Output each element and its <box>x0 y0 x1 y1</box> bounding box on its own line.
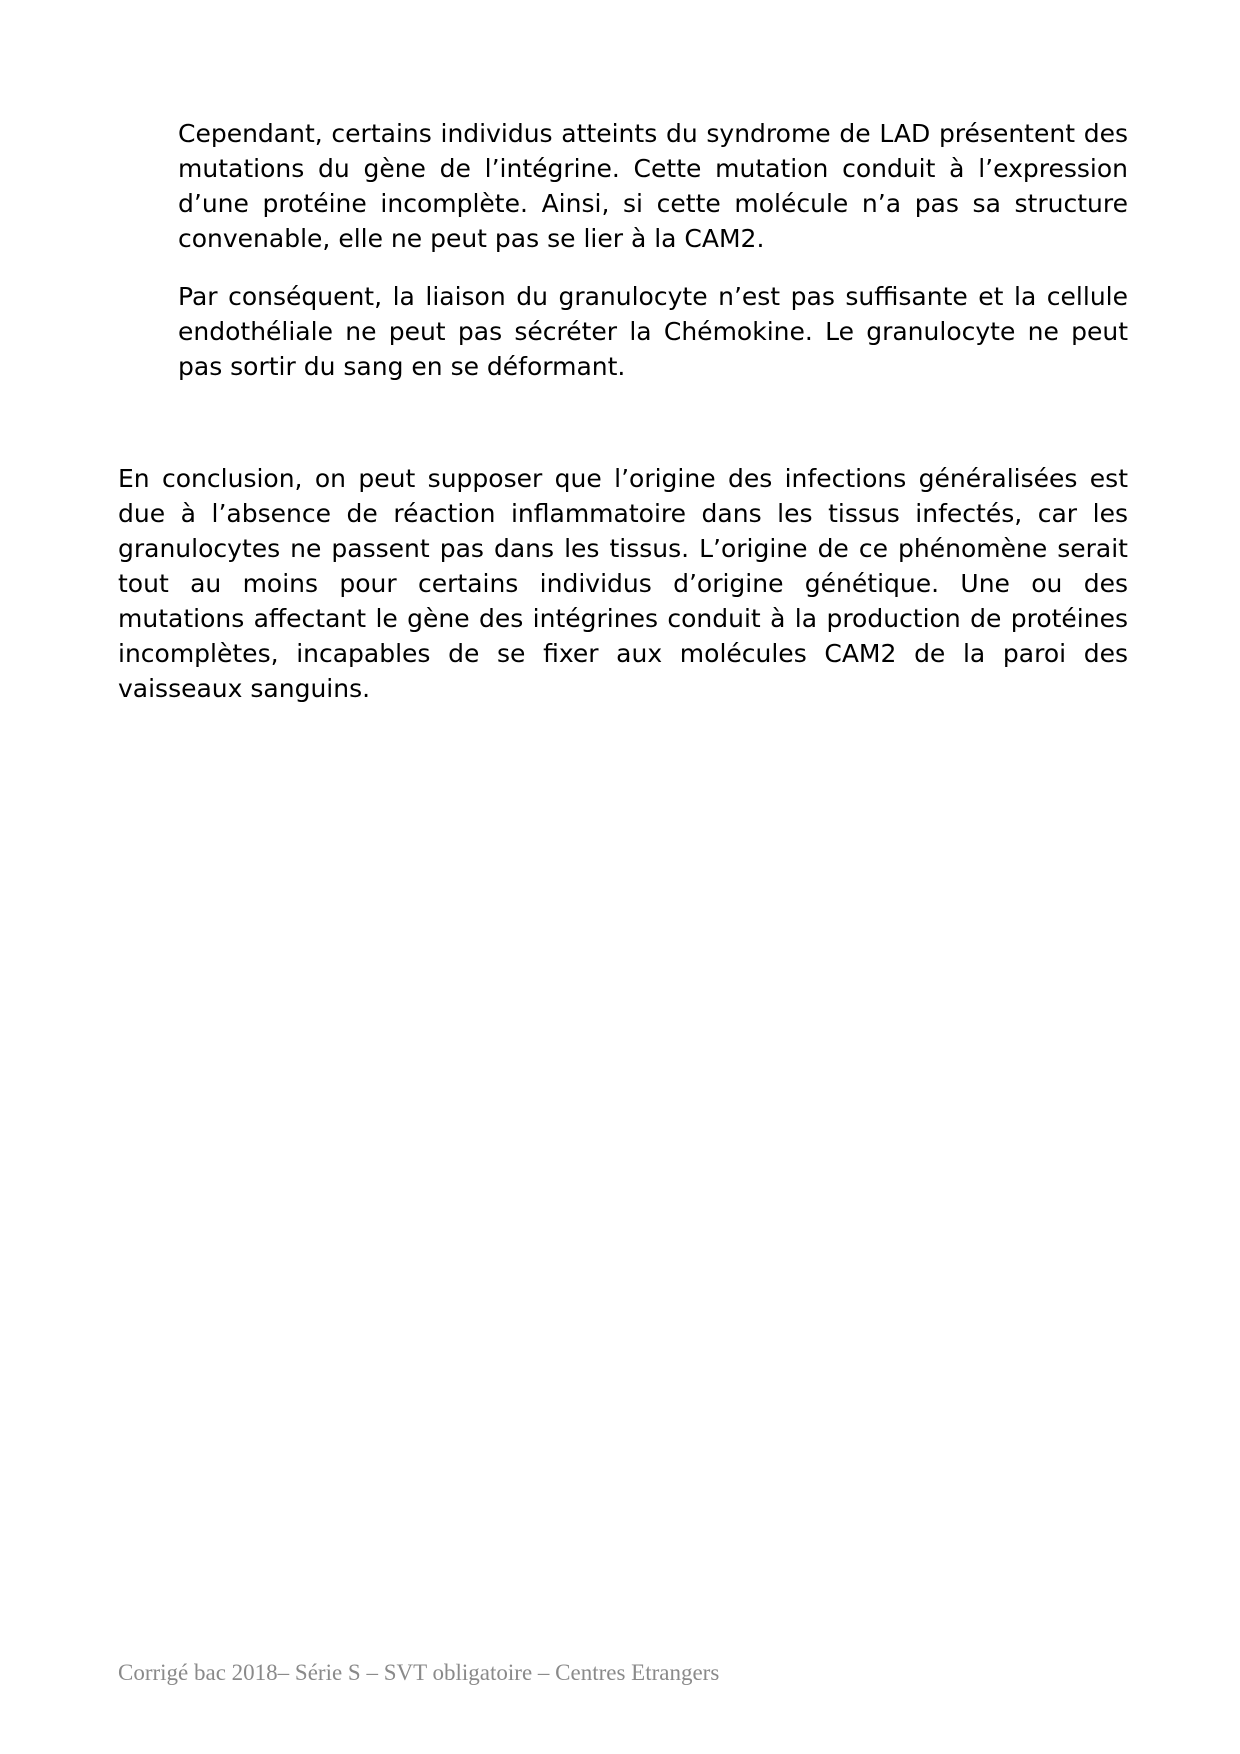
page-footer: Corrigé bac 2018– Série S – SVT obligatoire – Centres Etrangers <box>118 1660 720 1685</box>
paragraph-conclusion: En conclusion, on peut supposer que l’origine des infections généralisées est due à l’absence de réaction inflammatoire dans les tissus infectés, car les granulocytes ne passent pas dans les tissus. L’origine de ce phénomène serait tout au moins pour certains individus d’origine génétique. Une ou des mutations affectant le gène des intégrines conduit à la production de protéines incomplètes, incapables de se fixer aux molécules CAM2 de la paroi des vaisseaux sanguins. <box>118 464 1128 703</box>
paragraph-consequence: Par conséquent, la liaison du granulocyte n’est pas suffisante et la cellule endothéliale ne peut pas sécréter la Chémokine. Le granulocyte ne peut pas sortir du sang en se déformant. <box>178 282 1128 381</box>
paragraph-lad-mutations: Cependant, certains individus atteints du syndrome de LAD présentent des mutations du gène de l’intégrine. Cette mutation conduit à l’expression d’une protéine incomplète. Ainsi, si cette molécule n’a pas sa structure convenable, elle ne peut pas se lier à la CAM2. <box>178 119 1128 253</box>
